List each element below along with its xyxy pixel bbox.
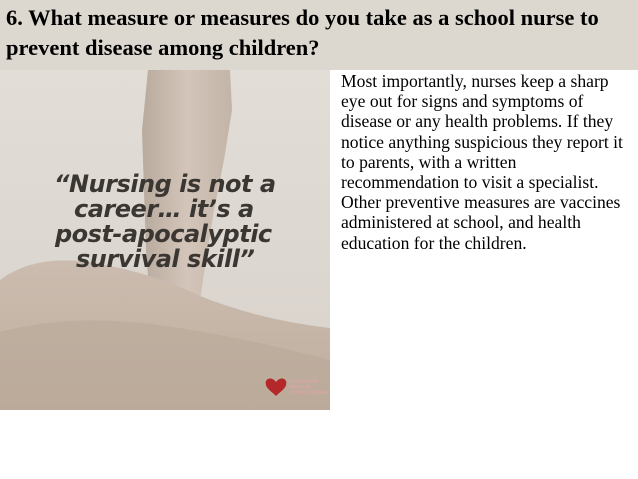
logo-line-2: MEDICAL — [289, 385, 313, 391]
quote-line-1: “Nursing is not a — [54, 170, 276, 198]
answer-text: Most importantly, nurses keep a sharp eye out for signs and symptoms of disease or any health problems. If they notice anything suspicious they report it to parents, with a written recommendation to visit a specialist. Other preventive measures are vaccines administered at school, and health education for the children. — [341, 71, 623, 253]
logo-line-3: CERTIFICATION — [289, 391, 328, 396]
quote-image-svg — [0, 70, 330, 410]
quote-line-2: career… it’s a — [74, 195, 254, 223]
quote-image — [0, 70, 330, 410]
quote-line-4: survival skill” — [76, 245, 255, 273]
logo-line-1: ADVANCED — [289, 380, 318, 385]
title-bar — [0, 0, 638, 70]
quote-line-3: post-apocalyptic — [55, 220, 272, 248]
slide-title: 6. What measure or measures do you take as a school nurse to prevent disease among children? — [6, 5, 599, 60]
